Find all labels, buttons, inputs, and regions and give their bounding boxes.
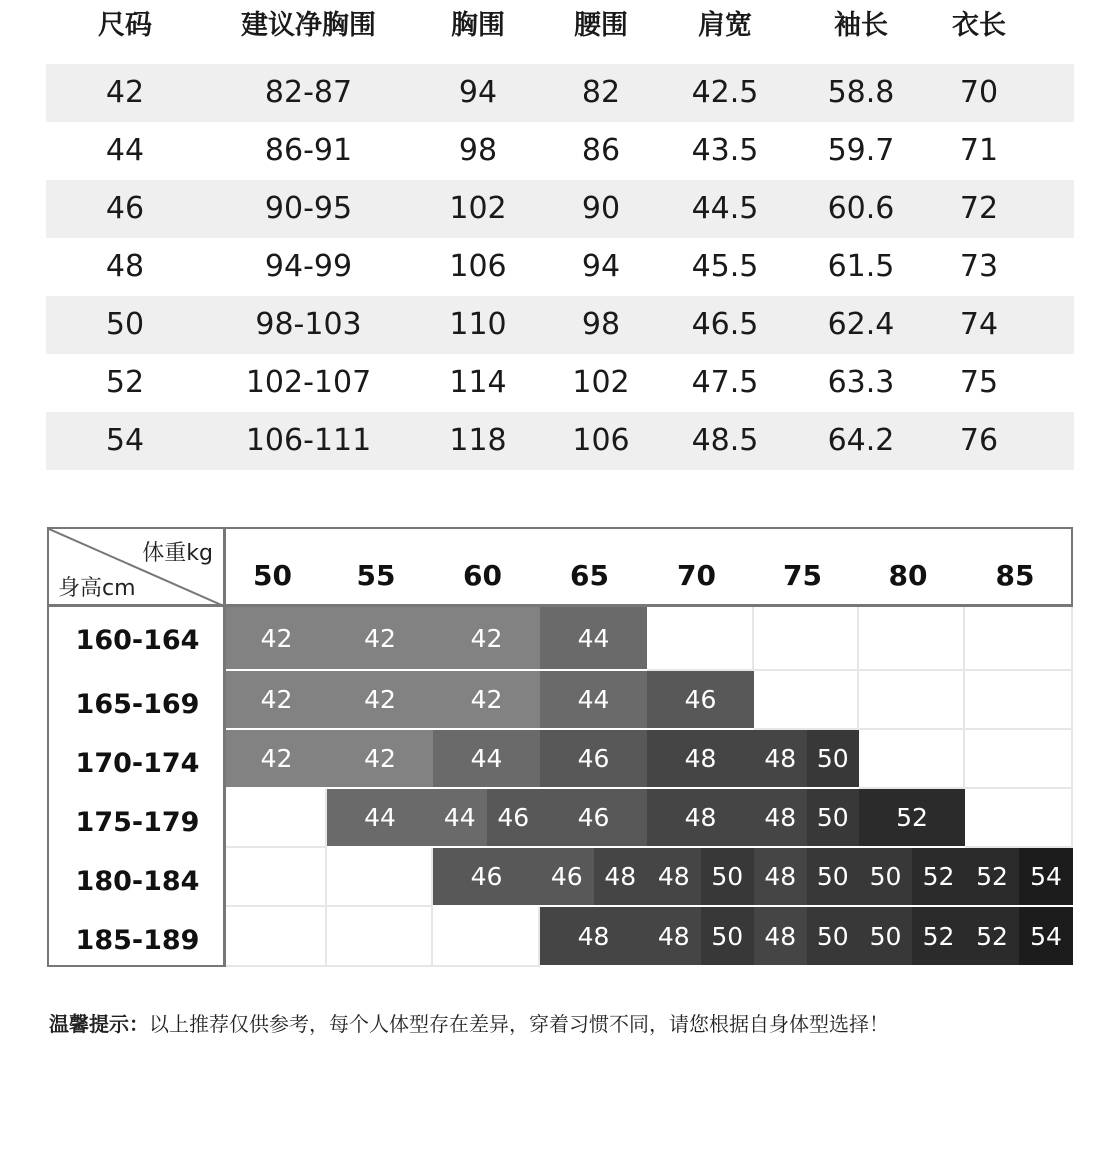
- recommended-size-cell: [433, 671, 540, 730]
- recommended-size-cell: [226, 607, 327, 671]
- weight-header: 55: [356, 559, 396, 592]
- height-label: 170-174: [75, 748, 200, 779]
- cell-sleeve: 63.3: [827, 365, 895, 400]
- recommended-size-cell: [754, 848, 859, 907]
- height-axis-label: 身高cm: [58, 576, 136, 601]
- cell-net-chest: 90-95: [264, 191, 353, 226]
- weight-header: 80: [888, 559, 928, 592]
- size-value: 44: [540, 607, 647, 669]
- empty-cell: [859, 607, 965, 671]
- empty-cell: [754, 607, 859, 671]
- size-value: 42: [327, 671, 433, 728]
- header-shoulder: 肩宽: [698, 10, 752, 41]
- size-value: 44: [540, 671, 647, 728]
- cell-sleeve: 58.8: [827, 75, 895, 110]
- empty-cell: [327, 848, 433, 907]
- cell-size: 50: [105, 307, 145, 342]
- header-net-chest: 建议净胸围: [241, 10, 376, 41]
- size-value: 48: [754, 848, 807, 905]
- cell-size: 46: [105, 191, 145, 226]
- header-length: 衣长: [952, 10, 1006, 41]
- size-value: 54: [1019, 907, 1073, 965]
- cell-chest: 110: [449, 307, 507, 342]
- recommended-size-cell: [433, 730, 540, 789]
- recommended-size-cell: [540, 848, 647, 907]
- cell-size: 48: [105, 249, 145, 284]
- size-value: 50: [807, 848, 860, 905]
- weight-header: 75: [783, 559, 822, 592]
- cell-net-chest: 82-87: [264, 75, 353, 110]
- cell-length: 73: [959, 249, 999, 284]
- cell-chest: 98: [458, 133, 498, 168]
- cell-chest: 118: [449, 423, 507, 458]
- cell-shoulder: 48.5: [691, 423, 759, 458]
- recommended-size-cell: [754, 730, 859, 789]
- cell-shoulder: 47.5: [691, 365, 759, 400]
- recommended-size-cell: [647, 907, 754, 967]
- cell-net-chest: 98-103: [255, 307, 362, 342]
- height-label: 165-169: [75, 689, 200, 720]
- recommended-size-cell: [540, 730, 647, 789]
- size-row: [46, 180, 1074, 238]
- recommended-size-cell: [647, 789, 754, 848]
- size-row: [46, 64, 1074, 122]
- recommended-size-cell: [327, 789, 433, 848]
- cell-shoulder: 46.5: [691, 307, 759, 342]
- weight-header: 60: [463, 559, 502, 592]
- size-value: 44: [327, 789, 433, 846]
- size-value: 50: [859, 907, 912, 965]
- recommended-size-cell: [226, 730, 327, 789]
- recommended-size-cell: [647, 848, 754, 907]
- cell-length: 71: [959, 133, 999, 168]
- size-value: 52: [912, 907, 965, 965]
- empty-cell: [647, 607, 754, 671]
- cell-waist: 90: [581, 191, 621, 226]
- height-label: 160-164: [75, 625, 200, 656]
- cell-length: 75: [959, 365, 999, 400]
- recommended-size-cell: [859, 907, 965, 967]
- header-chest: 胸围: [451, 10, 505, 41]
- height-label: 180-184: [75, 866, 200, 897]
- empty-cell: [859, 730, 965, 789]
- size-value: 46: [540, 848, 594, 905]
- cell-size: 44: [105, 133, 145, 168]
- size-value: 42: [433, 671, 540, 728]
- recommended-size-cell: [754, 907, 859, 967]
- size-row: [46, 296, 1074, 354]
- size-value: 44: [433, 789, 487, 846]
- size-value: 46: [540, 789, 647, 846]
- recommended-size-cell: [859, 848, 965, 907]
- recommended-size-cell: [965, 907, 1073, 967]
- recommended-size-cell: [754, 789, 859, 848]
- cell-shoulder: 43.5: [691, 133, 759, 168]
- cell-waist: 98: [581, 307, 621, 342]
- size-value: 50: [807, 730, 860, 787]
- weight-header: 50: [253, 559, 292, 592]
- size-value: 50: [859, 848, 912, 905]
- empty-cell: [965, 671, 1073, 730]
- header-size: 尺码: [98, 10, 152, 41]
- size-value: 52: [859, 789, 965, 846]
- recommended-size-cell: [540, 607, 647, 671]
- empty-cell: [965, 789, 1073, 848]
- weight-header: 65: [570, 559, 609, 592]
- size-recommendation-grid: [47, 527, 1073, 967]
- empty-cell: [327, 907, 433, 967]
- size-value: 48: [647, 848, 701, 905]
- size-table-body: [46, 64, 1074, 470]
- cell-size: 54: [105, 423, 145, 458]
- cell-size: 52: [105, 365, 145, 400]
- size-value: 50: [807, 789, 860, 846]
- cell-length: 74: [959, 307, 999, 342]
- cell-length: 76: [959, 423, 999, 458]
- empty-cell: [754, 671, 859, 730]
- cell-net-chest: 106-111: [245, 423, 372, 458]
- cell-shoulder: 45.5: [691, 249, 759, 284]
- cell-chest: 106: [449, 249, 507, 284]
- cell-length: 70: [959, 75, 999, 110]
- empty-cell: [965, 607, 1073, 671]
- recommended-size-cell: [540, 907, 647, 967]
- cell-net-chest: 86-91: [264, 133, 353, 168]
- cell-shoulder: 42.5: [691, 75, 759, 110]
- empty-cell: [859, 671, 965, 730]
- size-value: 48: [647, 907, 701, 965]
- cell-sleeve: 62.4: [827, 307, 895, 342]
- size-value: 52: [912, 848, 965, 905]
- size-value: 50: [807, 907, 860, 965]
- size-row: [46, 354, 1074, 412]
- recommended-size-cell: [226, 671, 327, 730]
- recommended-size-cell: [327, 607, 433, 671]
- cell-waist: 82: [581, 75, 621, 110]
- size-value: 42: [226, 671, 327, 728]
- weight-header: 85: [995, 559, 1035, 592]
- cell-waist: 94: [581, 249, 621, 284]
- size-row: [46, 238, 1074, 296]
- weight-header: 70: [677, 559, 716, 592]
- size-value: 46: [487, 789, 541, 846]
- tip-text: 以上推荐仅供参考，每个人体型存在差异，穿着习惯不同，请您根据自身体型选择！: [149, 1012, 889, 1036]
- cell-chest: 94: [458, 75, 498, 110]
- size-value: 48: [754, 907, 807, 965]
- cell-sleeve: 59.7: [827, 133, 895, 168]
- recommended-size-cell: [965, 848, 1073, 907]
- size-value: 46: [540, 730, 647, 787]
- size-value: 42: [327, 607, 433, 669]
- size-value: 52: [965, 848, 1019, 905]
- size-value: 48: [594, 848, 648, 905]
- cell-net-chest: 102-107: [245, 365, 372, 400]
- size-value: 46: [647, 671, 754, 728]
- size-value: 50: [701, 907, 755, 965]
- cell-sleeve: 64.2: [827, 423, 895, 458]
- size-value: 46: [433, 848, 540, 905]
- weight-axis-label: 体重kg: [142, 541, 213, 566]
- corner-header: [49, 529, 226, 607]
- tip-note: [49, 1008, 889, 1037]
- recommended-size-cell: [540, 671, 647, 730]
- size-value: 42: [226, 730, 327, 787]
- size-table: [46, 0, 1074, 470]
- size-value: 48: [647, 789, 754, 846]
- header-waist: 腰围: [574, 10, 628, 41]
- empty-cell: [226, 789, 327, 848]
- recommended-size-cell: [327, 730, 433, 789]
- recommended-size-cell: [647, 671, 754, 730]
- size-value: 48: [754, 789, 807, 846]
- cell-sleeve: 60.6: [827, 191, 895, 226]
- tip-title: 温馨提示：: [49, 1012, 149, 1036]
- size-value: 42: [433, 607, 540, 669]
- header-sleeve: 袖长: [834, 10, 888, 41]
- cell-waist: 106: [572, 423, 630, 458]
- cell-sleeve: 61.5: [827, 249, 895, 284]
- cell-chest: 114: [449, 365, 507, 400]
- height-label: 175-179: [75, 807, 200, 838]
- empty-cell: [433, 907, 540, 967]
- size-value: 54: [1019, 848, 1073, 905]
- cell-size: 42: [105, 75, 145, 110]
- recommended-size-cell: [859, 789, 965, 848]
- size-value: 48: [647, 730, 754, 787]
- size-value: 52: [965, 907, 1019, 965]
- cell-shoulder: 44.5: [691, 191, 759, 226]
- size-row: [46, 412, 1074, 470]
- empty-cell: [226, 848, 327, 907]
- cell-waist: 102: [572, 365, 630, 400]
- size-value: 44: [433, 730, 540, 787]
- size-table-header: [46, 0, 1074, 58]
- recommended-size-cell: [540, 789, 647, 848]
- size-value: 42: [226, 607, 327, 669]
- size-value: 48: [540, 907, 647, 965]
- size-value: 48: [754, 730, 807, 787]
- size-value: 42: [327, 730, 433, 787]
- cell-net-chest: 94-99: [264, 249, 353, 284]
- recommended-size-cell: [647, 730, 754, 789]
- recommended-size-cell: [433, 607, 540, 671]
- cell-length: 72: [959, 191, 999, 226]
- recommended-size-cell: [433, 789, 540, 848]
- empty-cell: [226, 907, 327, 967]
- size-value: 50: [701, 848, 755, 905]
- cell-waist: 86: [581, 133, 621, 168]
- empty-cell: [965, 730, 1073, 789]
- recommended-size-cell: [433, 848, 540, 907]
- recommended-size-cell: [327, 671, 433, 730]
- height-label: 185-189: [75, 925, 200, 956]
- cell-chest: 102: [449, 191, 507, 226]
- size-row: [46, 122, 1074, 180]
